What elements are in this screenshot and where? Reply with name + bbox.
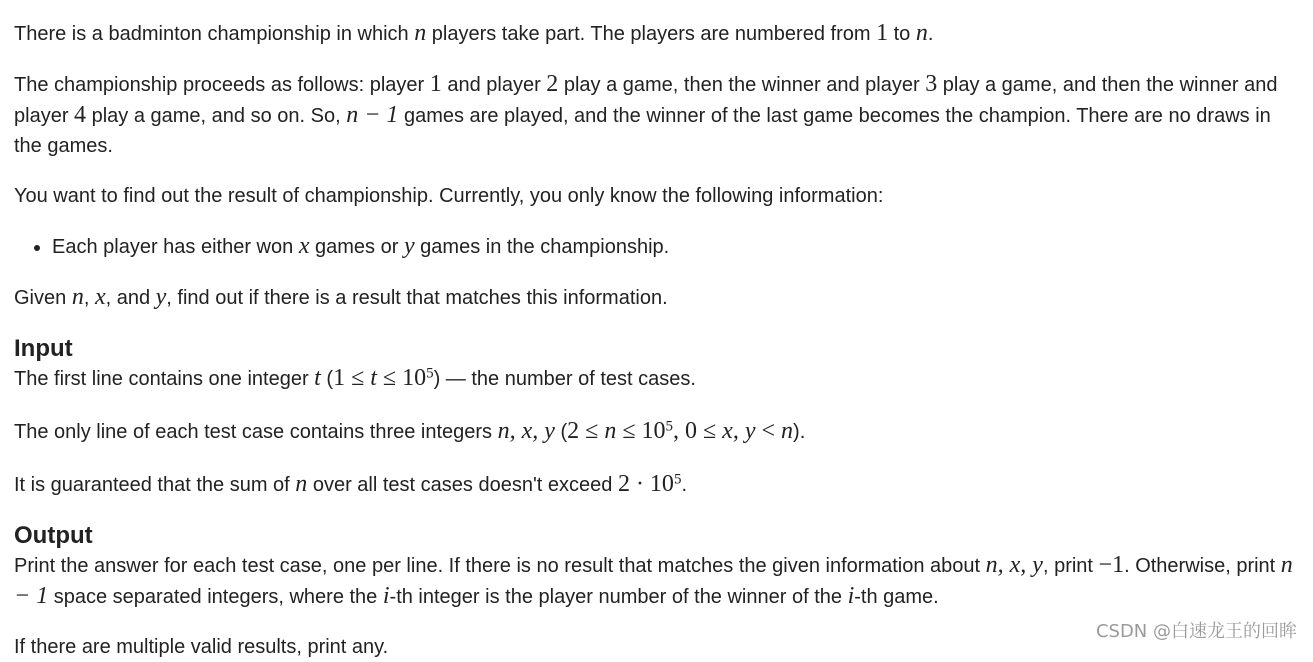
- input-heading: Input: [14, 335, 73, 362]
- output-line-1: Print the answer for each test case, one per line. If there is no result that matches the given information about n, x, y, print −1. Otherwise, print n − 1 space separated integers, where the i-th integer is the player number of the winner of the i-th game.: [14, 552, 1293, 609]
- paragraph-rules: The championship proceeds as follows: player 1 and player 2 play a game, then the winner and player 3 play a game, and then the winner and player 4 play a game, and so on. So, n − 1 games are played, and the winner of the last game becomes the champion. There are no draws in the games.: [14, 71, 1278, 157]
- input-line-2: The only line of each test case contains three integers n, x, y ($2 \le n \le 10^5$, 0 ≤ x, y < n).: [14, 418, 806, 444]
- watermark: CSDN @白速龙王的回眸: [1095, 621, 1297, 642]
- math-n: n: [414, 20, 427, 46]
- math-one: 1: [876, 20, 889, 46]
- math-n: n: [915, 20, 928, 46]
- paragraph-given: Given n, x, and y, find out if there is a result that matches this information.: [14, 284, 668, 310]
- info-list: [14, 231, 1304, 262]
- output-line-2: If there are multiple valid results, print any.: [14, 636, 389, 658]
- input-line-3: It is guaranteed that the sum of n over all test cases doesn't exceed $2 \cdot 10^5$.: [14, 471, 687, 497]
- list-item: • Each player has either won x games or y games in the championship.: [52, 231, 1304, 262]
- paragraph-goal: You want to find out the result of championship. Currently, you only know the following information:: [14, 185, 884, 207]
- math-n-minus-1: n − 1: [346, 102, 399, 128]
- problem-statement: [14, 18, 1304, 662]
- output-heading: Output: [14, 522, 93, 549]
- input-line-1: The first line contains one integer t $(1 \le t \le 10^5)$ — the number of test cases.: [14, 365, 696, 391]
- paragraph-intro: There is a badminton championship in which n players take part. The players are numbered from 1 to n.: [14, 20, 934, 46]
